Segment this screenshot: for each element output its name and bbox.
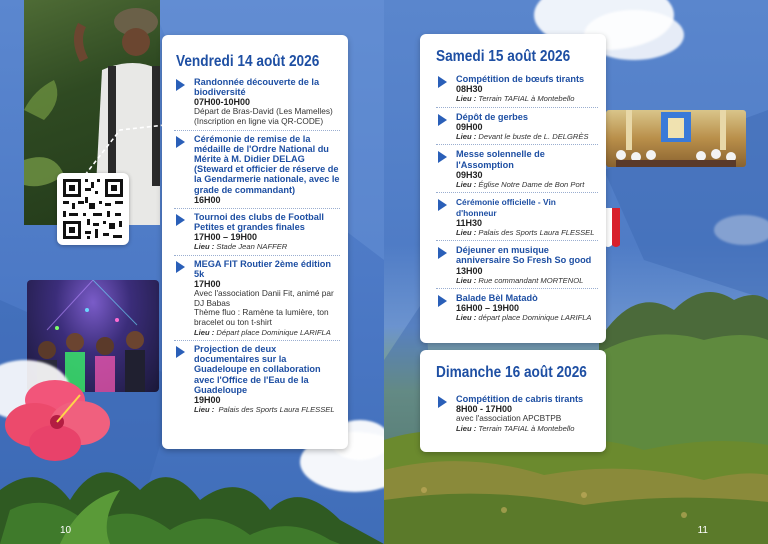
arrow-icon [438, 151, 447, 163]
event-title: MEGA FIT Routier 2ème édition 5k [194, 258, 331, 279]
event-hours: 09H30 [456, 169, 483, 180]
schedule-event [436, 193, 598, 241]
event-title: Compétition de cabris tirants [456, 394, 584, 404]
event-detail: avec l'association APCBTPB [456, 413, 562, 424]
schedule-event [174, 341, 340, 418]
arrow-icon [438, 396, 447, 408]
event-title: Projection de deux documentaires sur la Guadeloupe en collaboration avec l'Office de l'Eau de la Guadeloupe [194, 344, 321, 395]
event-title: Balade Bèl Matadò [456, 293, 538, 304]
schedule-event [174, 77, 340, 131]
event-hours: 17H00 – 19H00 [194, 232, 258, 243]
event-hours: 16H00 – 19H00 [456, 303, 520, 314]
friday-schedule-card [162, 35, 348, 449]
day-title: Dimanche 16 août 2026 [436, 364, 587, 381]
arrow-icon [176, 214, 185, 226]
event-title: Dépôt de gerbes [456, 111, 528, 122]
event-location: Lieu : Départ place Dominique LARIFLA [194, 327, 331, 337]
day-title: Samedi 15 août 2026 [436, 48, 571, 65]
event-location: Lieu : Palais des Sports Laura FLESSEL [456, 227, 595, 237]
event-location: Lieu : Devant le buste de L. DELGRÈS [456, 131, 589, 141]
event-hours: 13H00 [456, 265, 483, 276]
schedule-event [436, 145, 598, 193]
schedule-event [436, 108, 598, 146]
event-title: Randonnée découverte de la biodiversité [194, 77, 320, 98]
event-hours: 07H00-10H00 [194, 97, 251, 108]
event-hours: 09H00 [456, 121, 483, 132]
arrow-icon [438, 295, 447, 307]
event-title: Cérémonie de remise de la médaille de l'Ordre National du Mérite à M. Didier DELAG (Steward et officier de réserve de la Gendarmerie nationale, avec le grade de commandant) [194, 133, 340, 195]
event-hours: 08H30 [456, 84, 483, 95]
event-hours: 17H00 [194, 279, 221, 290]
arrow-icon [438, 247, 447, 259]
event-hours: 19H00 [194, 395, 221, 406]
schedule-event [436, 289, 598, 326]
event-title: Déjeuner en musique anniversaire So Fresh So good [456, 245, 592, 266]
event-location: Lieu : Stade Jean NAFFER [194, 242, 288, 252]
schedule-event [436, 241, 598, 289]
church-illustration [606, 110, 746, 167]
schedule-event [174, 209, 340, 256]
day-title: Vendredi 14 août 2026 [176, 53, 320, 70]
sunday-schedule-card [420, 350, 606, 452]
page-number-right: 11 [697, 525, 708, 536]
arrow-icon [438, 76, 447, 88]
event-detail: Avec l'association Danii Fit, animé par DJ Babas [194, 288, 334, 308]
church-mass-photo [606, 110, 746, 167]
event-location: Lieu : Terrain TAFIAL à Montebello [456, 423, 575, 433]
arrow-icon [438, 199, 447, 211]
qr-code[interactable] [57, 173, 129, 245]
arrow-icon [176, 261, 185, 273]
arrow-icon [176, 79, 185, 91]
schedule-event [174, 131, 340, 209]
event-location: Lieu : départ place Dominique LARIFLA [456, 313, 592, 323]
event-location: Lieu : Rue commandant MORTENOL [456, 275, 584, 285]
event-location: Lieu : Palais des Sports Laura FLESSEL [194, 405, 335, 415]
event-detail: Thème fluo : Ramène ta lumière, ton bracelet ou ton t-shirt [194, 307, 329, 327]
event-detail: Départ de Bras-David (Les Mamelles) [194, 106, 333, 117]
page-number-left: 10 [60, 525, 72, 536]
arrow-icon [438, 114, 447, 126]
event-location: Lieu : Terrain TAFIAL à Montebello [456, 94, 575, 104]
event-title: Tournoi des clubs de Football Petites et grandes finales [194, 211, 324, 233]
event-hours: 11H30 [456, 217, 483, 228]
schedule-event [436, 74, 598, 108]
event-title: Messe solennelle de l'Assomption [456, 149, 545, 170]
event-title: Cérémonie officielle - Vin d'honneur [456, 197, 556, 218]
dashed-connector [80, 120, 170, 180]
event-title: Compétition de bœufs tirants [456, 74, 585, 84]
schedule-event [436, 394, 598, 433]
qr-code-pattern [57, 173, 129, 245]
event-detail: (Inscription en ligne via QR-CODE) [194, 116, 324, 126]
event-hours: 8H00 - 17H00 [456, 404, 513, 415]
schedule-event [174, 256, 340, 341]
event-location: Lieu : Église Notre Dame de Bon Port [456, 179, 585, 189]
right-page [384, 0, 768, 544]
arrow-icon [176, 136, 185, 148]
saturday-schedule-card [420, 34, 606, 343]
event-hours: 16H00 [194, 194, 221, 205]
arrow-icon [176, 346, 185, 358]
